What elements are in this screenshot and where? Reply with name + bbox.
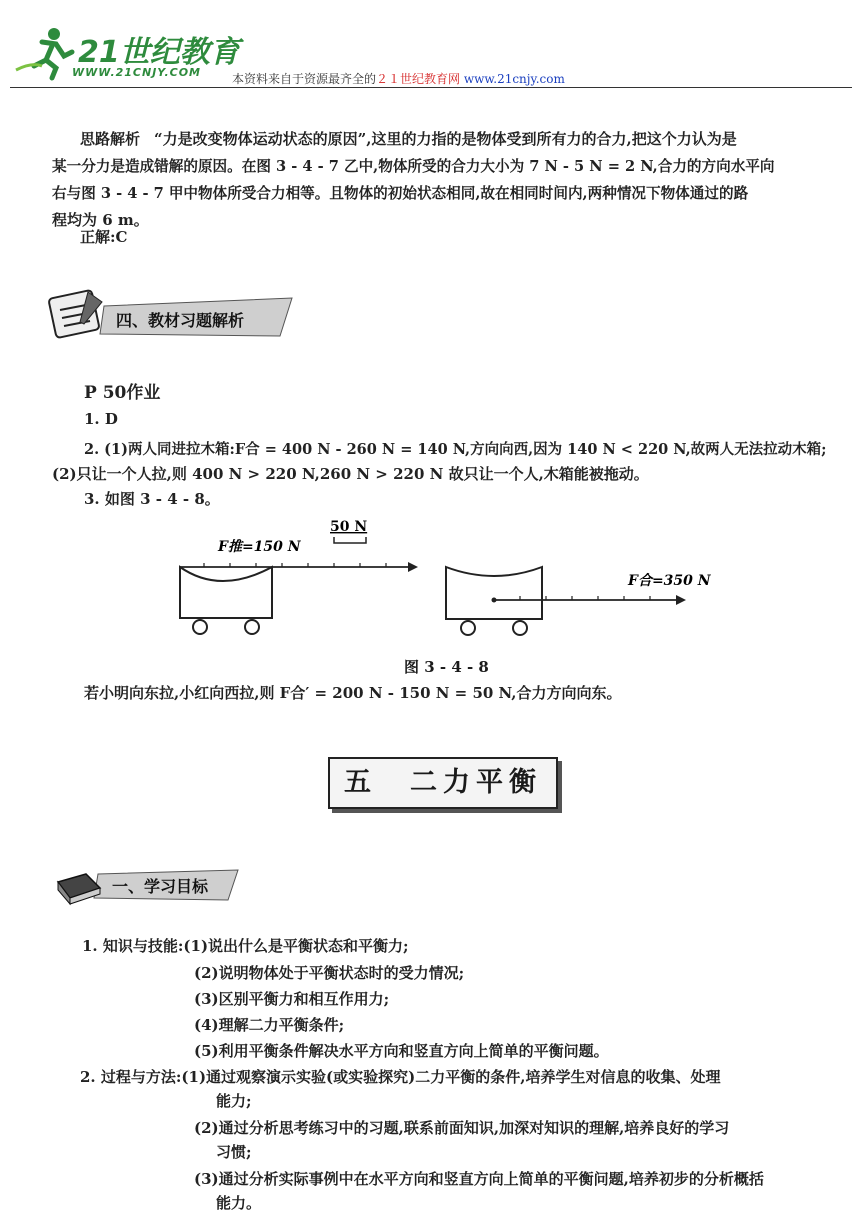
goal-1-item: (3)区别平衡力和相互作用力; [194, 990, 390, 1008]
homework-item-3: 3. 如图 3 - 4 - 8。 [84, 490, 220, 508]
analysis-line-3: 右与图 3 - 4 - 7 甲中物体所受合力相等。且物体的初始状态相同,故在相同时间内,两种情况下物体通过的路 [52, 185, 749, 202]
homework-item-2-line-2: (2)只让一个人拉,则 400 N > 220 N,260 N > 220 N 故只让一个人,木箱能被拖动。 [52, 465, 649, 483]
goal-2-item: (1)通过观察演示实验(或实验探究)二力平衡的条件,培养学生对信息的收集、处理 [181, 1068, 721, 1086]
goal-1-item: (2)说明物体处于平衡状态时的受力情况; [194, 964, 465, 982]
section-banner-textbook-exercises [44, 288, 294, 338]
goal-2-label: 2. 过程与方法: [80, 1068, 182, 1086]
scale-label: 50 N [330, 519, 368, 535]
banner-title: 一、学习目标 [112, 877, 209, 896]
goal-2-item: (2)通过分析思考练习中的习题,联系前面知识,加深对知识的理解,培养良好的学习 [194, 1119, 730, 1137]
banner-graphic [52, 858, 242, 908]
goal-2-item-continued: 习惯; [216, 1143, 252, 1161]
homework-followup: 若小明向东拉,小红向西拉,则 F合′ = 200 N - 150 N = 50 N,合力方向向东。 [84, 684, 622, 702]
clipboard-icon [48, 290, 102, 338]
logo-url: WWW.21CNJY.COM [72, 66, 201, 79]
figure-caption: 图 3 - 4 - 8 [404, 658, 489, 676]
analysis-label: 思路解析 [80, 130, 141, 148]
homework-item-2-line-1: 2. (1)两人同进拉木箱:F合 = 400 N - 260 N = 140 N,方向向西,因为 140 N < 220 N,故两人无法拉动木箱; [84, 441, 827, 458]
header-divider [10, 87, 852, 88]
push-force-arrow [180, 538, 418, 572]
force-diagram [160, 515, 720, 645]
goal-2-item-continued: 能力。 [216, 1194, 262, 1212]
analysis-answer: 正解:C [80, 228, 128, 246]
analysis-line-1: 思路解析 “力是改变物体运动状态的原因”,这里的力指的是物体受到所有力的合力,把这个力认为是 [80, 130, 737, 148]
logo-text: 21世纪教育 [78, 35, 240, 70]
header-url-link[interactable]: www.21cnjy.com [463, 72, 565, 86]
analysis-line-4: 程均为 6 m。 [52, 211, 149, 229]
goal-2-item: (3)通过分析实际事例中在水平方向和竖直方向上简单的平衡问题,培养初步的分析概括 [194, 1170, 764, 1188]
scale-bar [330, 519, 367, 543]
banner-title: 四、教材习题解析 [116, 311, 245, 330]
goal-2-item-continued: 能力; [216, 1092, 252, 1110]
header-note-prefix: 本资料来自于资源最齐全的 [232, 72, 377, 86]
runner-icon [16, 28, 72, 78]
homework-title: P 50作业 [84, 383, 161, 403]
goal-2-row [80, 1066, 720, 1087]
push-force-label: F推=150 N [218, 539, 301, 555]
net-force-label: F合=350 N [628, 573, 711, 589]
chapter-title-box [328, 757, 558, 809]
header-site-name[interactable]: ２１世纪教育网 [376, 72, 461, 86]
homework-item-1: 1. D [84, 410, 118, 428]
chapter-title: 五 二力平衡 [344, 767, 542, 798]
net-force-arrow [492, 572, 712, 605]
goal-1-item: (4)理解二力平衡条件; [194, 1016, 345, 1034]
left-cart [180, 567, 272, 634]
banner-graphic [44, 288, 294, 343]
goal-1-label: 1. 知识与技能: [82, 937, 184, 955]
section-banner-learning-goals [52, 858, 242, 908]
analysis-line-2: 某一分力是造成错解的原因。在图 3 - 4 - 7 乙中,物体所受的合力大小为 7 N - 5 N = 2 N,合力的方向水平向 [52, 158, 775, 175]
goal-1-item: (5)利用平衡条件解决水平方向和竖直方向上简单的平衡问题。 [194, 1042, 609, 1060]
book-icon [58, 874, 100, 904]
header-note [232, 70, 565, 87]
goal-1-row [82, 935, 409, 956]
goal-1-item: (1)说出什么是平衡状态和平衡力; [183, 937, 409, 955]
